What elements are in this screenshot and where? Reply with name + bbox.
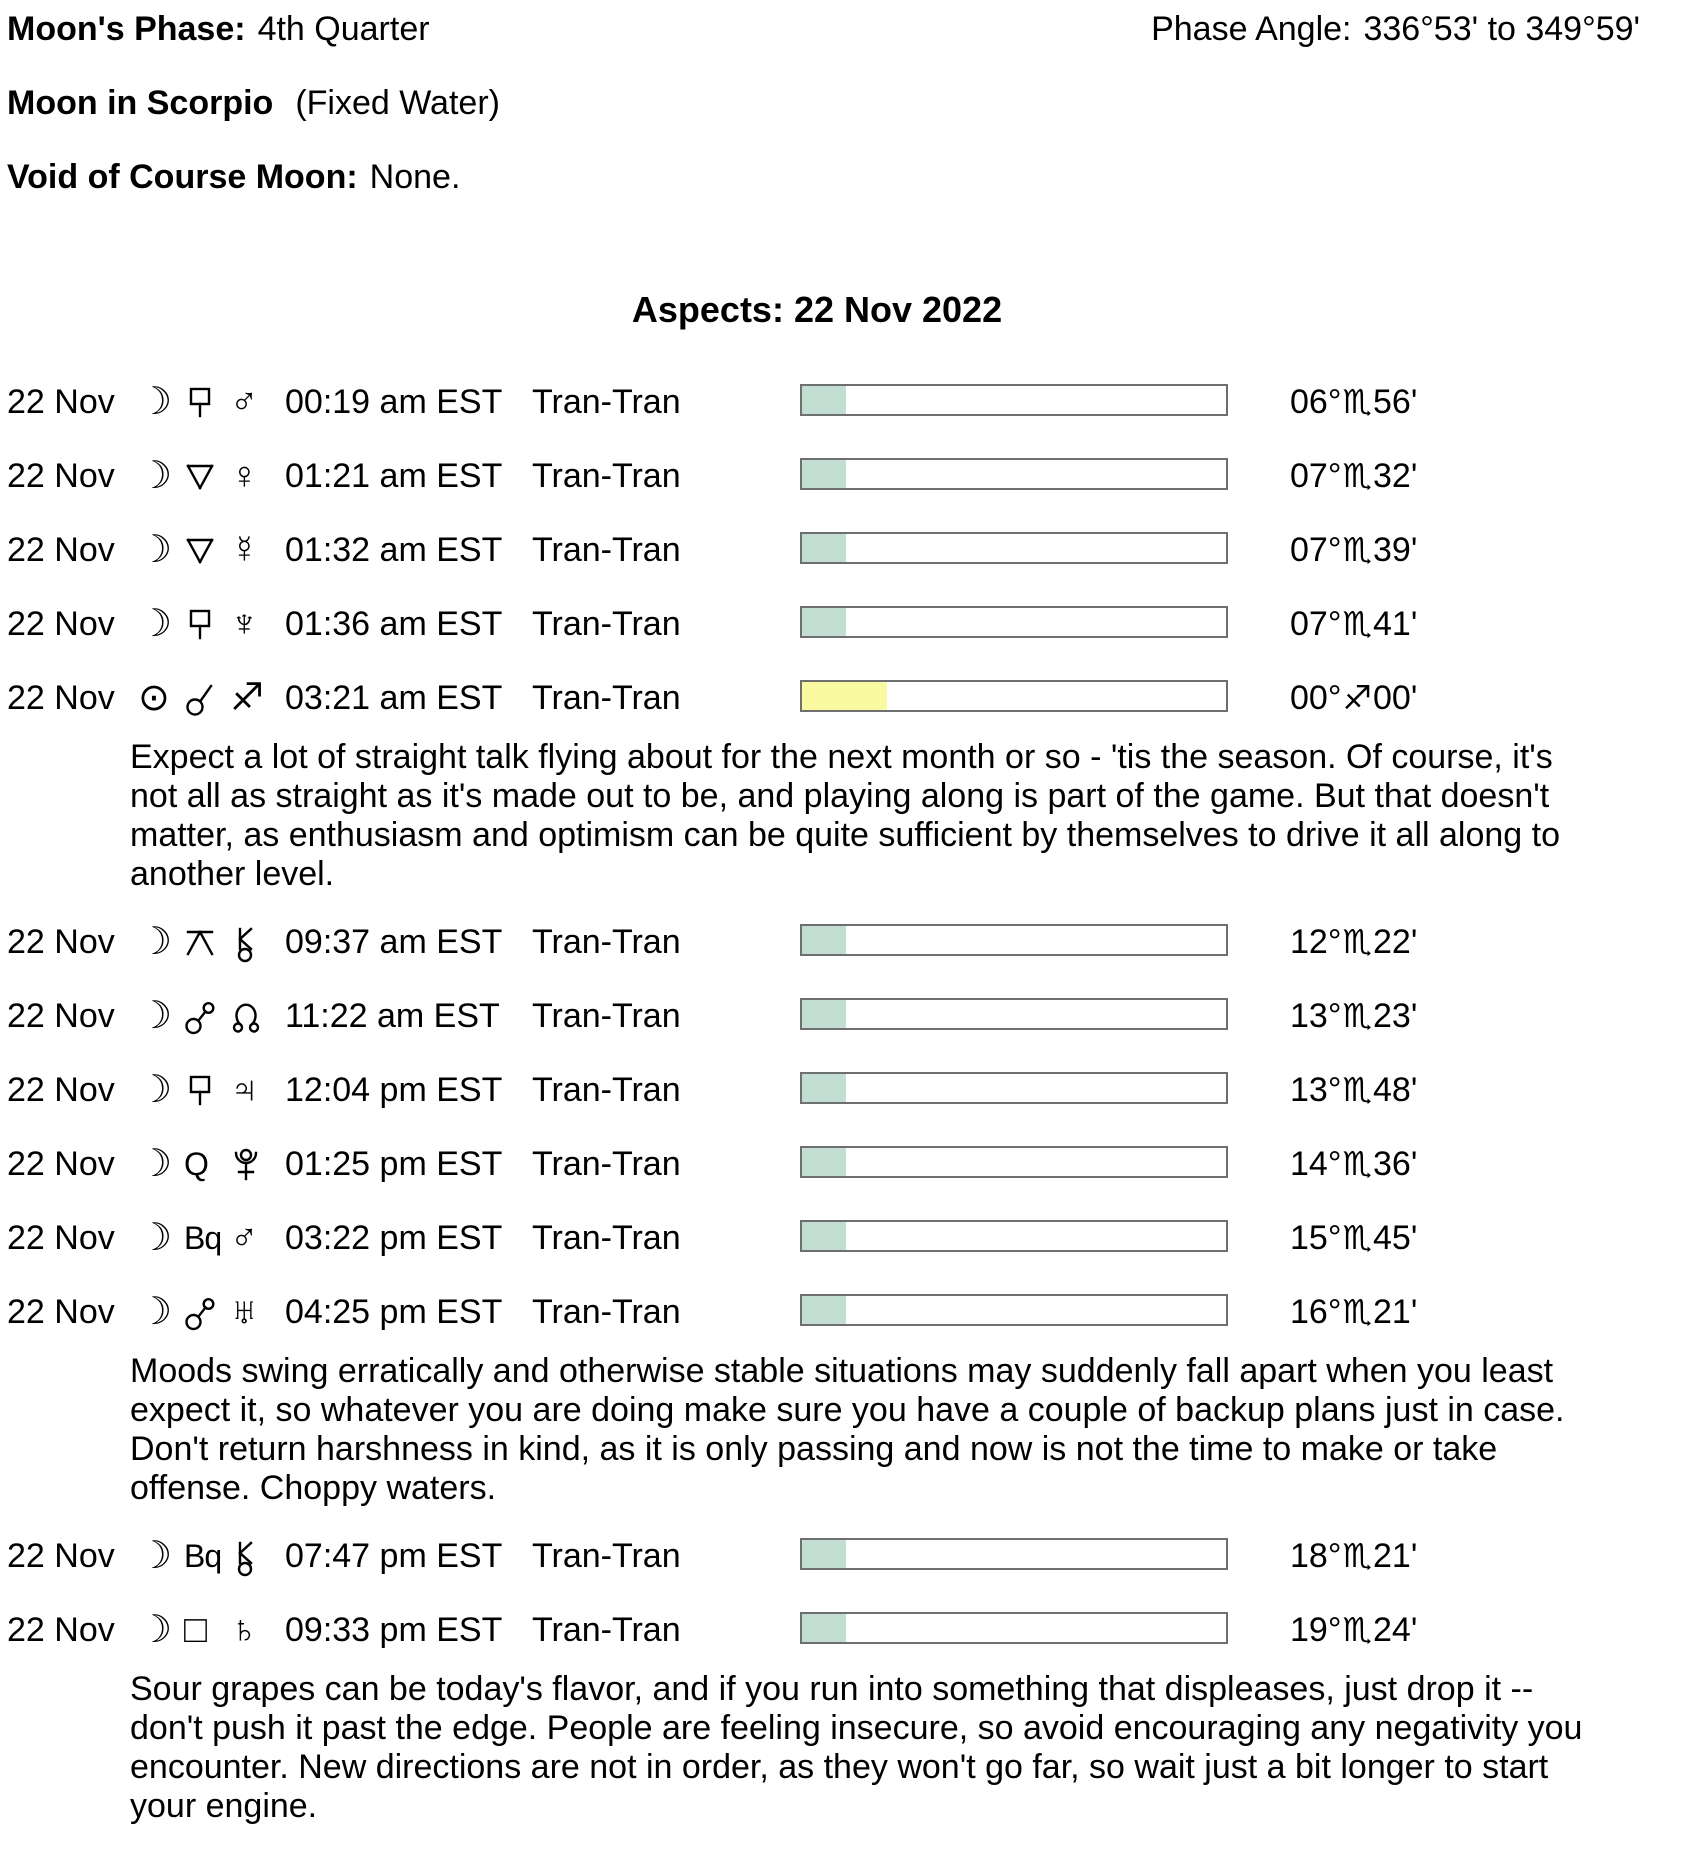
- aspect-time: 09:37 am EST: [285, 923, 503, 961]
- biquintile-icon: Bq: [184, 1220, 222, 1256]
- position-degrees: 06°: [1290, 383, 1342, 421]
- moon-icon: ☽: [138, 1291, 173, 1333]
- position-degrees: 16°: [1290, 1293, 1342, 1331]
- aspect-date: 22 Nov: [7, 383, 115, 421]
- position-minutes: 21': [1373, 1537, 1418, 1575]
- position-minutes: 39': [1373, 531, 1418, 569]
- position-minutes: 41': [1373, 605, 1418, 643]
- orb-progress-fill: [802, 1222, 846, 1250]
- aspect-type: Tran-Tran: [532, 1145, 681, 1183]
- aspect-row: [7, 1142, 1692, 1216]
- orb-progress-fill: [802, 1296, 846, 1324]
- position-minutes: 45': [1373, 1219, 1418, 1257]
- position-degrees: 14°: [1290, 1145, 1342, 1183]
- aspect-date: 22 Nov: [7, 997, 115, 1035]
- position-minutes: 23': [1373, 997, 1418, 1035]
- square-icon: □: [184, 1609, 207, 1651]
- position-minutes: 56': [1373, 383, 1418, 421]
- quincunx-icon: [184, 920, 216, 964]
- aspect-type: Tran-Tran: [532, 457, 681, 495]
- position-minutes: 22': [1373, 923, 1418, 961]
- aspect-position: [1290, 1608, 1417, 1652]
- moon-icon: ☽: [138, 381, 173, 423]
- moon-icon: ☽: [138, 455, 173, 497]
- position-degrees: 12°: [1290, 923, 1342, 961]
- sesquiquadrate-icon: [184, 380, 216, 424]
- aspect-time: 07:47 pm EST: [285, 1537, 503, 1575]
- opposition-icon: [184, 1290, 216, 1334]
- biquintile-icon: Bq: [184, 1538, 222, 1574]
- aspect-time: 12:04 pm EST: [285, 1071, 503, 1109]
- sesquiquadrate-icon: [184, 602, 216, 646]
- scorpio-icon: ♏: [1342, 997, 1373, 1034]
- moon-sign-note: (Fixed Water): [295, 84, 500, 122]
- position-degrees: 15°: [1290, 1219, 1342, 1257]
- aspect-time: 03:22 pm EST: [285, 1219, 503, 1257]
- void-of-course-label: Void of Course Moon:: [7, 158, 358, 196]
- aspect-position: [1290, 1142, 1417, 1186]
- aspect-type: Tran-Tran: [532, 1537, 681, 1575]
- aspect-interpretation: Sour grapes can be today's flavor, and if you run into something that displeases, just drop it -- don't push it past the edge. People are feeling insecure, so avoid encouraging any negativity you encounter. New directions are not in order, as they won't go far, so wait just a bit longer to start your engine.: [130, 1670, 1583, 1825]
- aspect-type: Tran-Tran: [532, 1293, 681, 1331]
- position-degrees: 00°: [1290, 679, 1342, 717]
- aspect-row: [7, 380, 1692, 454]
- saturn-icon: ♄: [230, 1609, 259, 1651]
- position-degrees: 19°: [1290, 1611, 1342, 1649]
- semisextile-icon: [184, 454, 216, 498]
- aspect-time: 01:36 am EST: [285, 605, 503, 643]
- chiron-icon: [230, 1534, 262, 1578]
- aspect-row: [7, 994, 1692, 1068]
- aspect-position: [1290, 1534, 1417, 1578]
- aspect-position: [1290, 1290, 1417, 1334]
- aspect-row: [7, 920, 1692, 994]
- aspect-type: Tran-Tran: [532, 1611, 681, 1649]
- quintile-icon: Q: [184, 1146, 208, 1182]
- orb-progress-fill: [802, 1074, 846, 1102]
- aspect-date: 22 Nov: [7, 1611, 115, 1649]
- scorpio-icon: ♏: [1342, 605, 1373, 642]
- moon-icon: ☽: [138, 1609, 173, 1651]
- aspect-row: [7, 528, 1692, 602]
- page-title: Aspects: 22 Nov 2022: [631, 289, 1003, 330]
- jupiter-icon: ♃: [230, 1069, 259, 1111]
- scorpio-icon: ♏: [1342, 457, 1373, 494]
- aspect-position: [1290, 1216, 1417, 1260]
- position-minutes: 21': [1373, 1293, 1418, 1331]
- moon-icon: ☽: [138, 529, 173, 571]
- void-of-course-value: None.: [369, 158, 461, 196]
- orb-progress-bar: [800, 1220, 1228, 1252]
- orb-progress-bar: [800, 1072, 1228, 1104]
- aspect-date: 22 Nov: [7, 923, 115, 961]
- pluto-icon: [230, 1142, 262, 1186]
- header-line-phase: [7, 8, 1692, 50]
- orb-progress-bar: [800, 680, 1228, 712]
- aspect-position: [1290, 528, 1417, 572]
- neptune-icon: ♆: [230, 603, 259, 645]
- aspects-list: [7, 380, 1692, 1826]
- position-degrees: 13°: [1290, 997, 1342, 1035]
- scorpio-icon: ♏: [1342, 923, 1373, 960]
- position-degrees: 18°: [1290, 1537, 1342, 1575]
- moon-icon: ☽: [138, 603, 173, 645]
- moon-icon: ☽: [138, 1217, 173, 1259]
- aspect-type: Tran-Tran: [532, 923, 681, 961]
- moon-icon: ☽: [138, 921, 173, 963]
- aspect-type: Tran-Tran: [532, 1071, 681, 1109]
- phase-angle: [1151, 8, 1640, 50]
- void-of-course-line: [7, 156, 1692, 198]
- moons-phase-value: 4th Quarter: [257, 10, 430, 48]
- opposition-icon: [184, 994, 216, 1038]
- aspect-type: Tran-Tran: [532, 679, 681, 717]
- aspect-row: [7, 1534, 1692, 1608]
- moon-icon: ☽: [138, 1143, 173, 1185]
- orb-progress-fill: [802, 682, 887, 710]
- aspect-date: 22 Nov: [7, 1537, 115, 1575]
- aspect-position: [1290, 602, 1417, 646]
- orb-progress-bar: [800, 1612, 1228, 1644]
- position-degrees: 07°: [1290, 457, 1342, 495]
- aspect-time: 09:33 pm EST: [285, 1611, 503, 1649]
- aspect-time: 03:21 am EST: [285, 679, 503, 717]
- mercury-icon: ☿: [230, 529, 259, 571]
- orb-progress-fill: [802, 1614, 846, 1642]
- moon-sign-label: Moon in Scorpio: [7, 84, 274, 122]
- aspect-time: 04:25 pm EST: [285, 1293, 503, 1331]
- venus-icon: ♀: [230, 455, 259, 497]
- orb-progress-fill: [802, 534, 846, 562]
- moon-sign-line: [7, 82, 1692, 124]
- sagittarius-icon: ♐: [230, 677, 265, 719]
- semisextile-icon: [184, 528, 216, 572]
- aspect-row: [7, 1608, 1692, 1682]
- moon-icon: ☽: [138, 1535, 173, 1577]
- aspect-time: 11:22 am EST: [285, 997, 500, 1035]
- aspect-position: [1290, 994, 1417, 1038]
- aspect-date: 22 Nov: [7, 1145, 115, 1183]
- position-minutes: 00': [1373, 679, 1418, 717]
- aspect-row: [7, 676, 1692, 750]
- phase-angle-label: Phase Angle:: [1151, 10, 1352, 48]
- aspect-date: 22 Nov: [7, 1071, 115, 1109]
- orb-progress-bar: [800, 1538, 1228, 1570]
- aspect-date: 22 Nov: [7, 1293, 115, 1331]
- orb-progress-bar: [800, 998, 1228, 1030]
- orb-progress-bar: [800, 1146, 1228, 1178]
- aspect-row: [7, 1068, 1692, 1142]
- aspect-time: 01:32 am EST: [285, 531, 503, 569]
- aspect-time: 01:25 pm EST: [285, 1145, 503, 1183]
- scorpio-icon: ♏: [1342, 531, 1373, 568]
- scorpio-icon: ♏: [1342, 1293, 1373, 1330]
- sagittarius-icon: ♐: [1342, 679, 1373, 716]
- moons-phase-label: Moon's Phase:: [7, 10, 246, 48]
- orb-progress-bar: [800, 458, 1228, 490]
- position-degrees: 07°: [1290, 605, 1342, 643]
- orb-progress-bar: [800, 532, 1228, 564]
- aspect-time: 01:21 am EST: [285, 457, 503, 495]
- aspect-type: Tran-Tran: [532, 383, 681, 421]
- orb-progress-fill: [802, 926, 846, 954]
- aspect-row: [7, 602, 1692, 676]
- aspect-position: [1290, 454, 1417, 498]
- aspect-position: [1290, 1068, 1417, 1112]
- moon-icon: ☽: [138, 1069, 173, 1111]
- orb-progress-fill: [802, 1000, 846, 1028]
- uranus-icon: ♅: [230, 1291, 259, 1333]
- orb-progress-bar: [800, 924, 1228, 956]
- orb-progress-bar: [800, 384, 1228, 416]
- scorpio-icon: ♏: [1342, 1537, 1373, 1574]
- north-node-icon: [230, 994, 262, 1038]
- aspect-date: 22 Nov: [7, 531, 115, 569]
- aspect-row: [7, 1290, 1692, 1364]
- chiron-icon: [230, 920, 262, 964]
- position-minutes: 32': [1373, 457, 1418, 495]
- mars-icon: ♂: [230, 1217, 259, 1259]
- aspect-position: [1290, 676, 1417, 720]
- orb-progress-bar: [800, 606, 1228, 638]
- mars-icon: ♂: [230, 381, 259, 423]
- aspect-time: 00:19 am EST: [285, 383, 503, 421]
- sun-icon: ⊙: [138, 677, 170, 719]
- sesquiquadrate-icon: [184, 1068, 216, 1112]
- moons-phase: [7, 8, 430, 50]
- moon-icon: ☽: [138, 995, 173, 1037]
- position-degrees: 13°: [1290, 1071, 1342, 1109]
- position-degrees: 07°: [1290, 531, 1342, 569]
- aspect-date: 22 Nov: [7, 457, 115, 495]
- scorpio-icon: ♏: [1342, 1611, 1373, 1648]
- aspect-type: Tran-Tran: [532, 605, 681, 643]
- scorpio-icon: ♏: [1342, 1219, 1373, 1256]
- orb-progress-fill: [802, 608, 846, 636]
- aspect-type: Tran-Tran: [532, 531, 681, 569]
- aspect-date: 22 Nov: [7, 1219, 115, 1257]
- aspect-row: [7, 454, 1692, 528]
- aspect-type: Tran-Tran: [532, 1219, 681, 1257]
- orb-progress-fill: [802, 1540, 846, 1568]
- aspect-type: Tran-Tran: [532, 997, 681, 1035]
- position-minutes: 36': [1373, 1145, 1418, 1183]
- scorpio-icon: ♏: [1342, 383, 1373, 420]
- scorpio-icon: ♏: [1342, 1071, 1373, 1108]
- aspect-date: 22 Nov: [7, 679, 115, 717]
- aspect-date: 22 Nov: [7, 605, 115, 643]
- phase-angle-value: 336°53' to 349°59': [1363, 10, 1640, 48]
- aspect-position: [1290, 380, 1417, 424]
- conjunction-icon: [184, 676, 216, 720]
- position-minutes: 48': [1373, 1071, 1418, 1109]
- aspect-row: [7, 1216, 1692, 1290]
- scorpio-icon: ♏: [1342, 1145, 1373, 1182]
- orb-progress-fill: [802, 1148, 846, 1176]
- position-minutes: 24': [1373, 1611, 1418, 1649]
- orb-progress-bar: [800, 1294, 1228, 1326]
- aspect-interpretation: Expect a lot of straight talk flying about for the next month or so - 'tis the season. Of course, it's not all as straight as it's made out to be, and playing along is part of the game. But that doesn't matter, as enthusiasm and optimism can be quite sufficient by themselves to drive it all along to another level.: [130, 738, 1560, 893]
- aspect-interpretation: Moods swing erratically and otherwise stable situations may suddenly fall apart when you least expect it, so whatever you are doing make sure you have a couple of backup plans just in case. Don't return harshness in kind, as it is only passing and now is not the time to make or take offense. Choppy waters.: [130, 1352, 1565, 1507]
- orb-progress-fill: [802, 386, 846, 414]
- orb-progress-fill: [802, 460, 846, 488]
- aspect-position: [1290, 920, 1417, 964]
